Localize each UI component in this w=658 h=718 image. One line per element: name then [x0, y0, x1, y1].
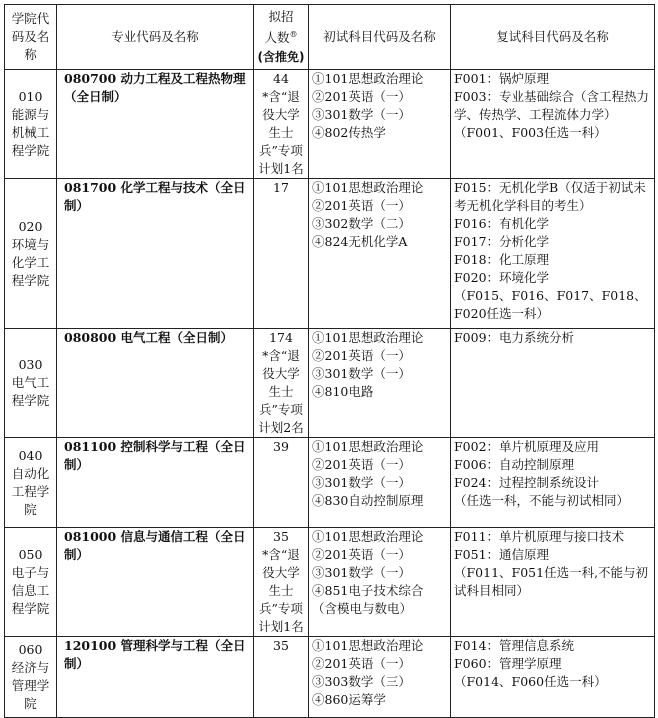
college-code: 040	[18, 447, 43, 463]
quota-number: 35	[273, 529, 289, 544]
header-quota	[254, 5, 309, 70]
retest-subject: （F011、F051任选一科,不能与初试科目相同）	[454, 565, 649, 598]
initial-subject: ②201英语（一）	[312, 457, 411, 472]
initial-subjects-cell	[309, 70, 451, 179]
major-code: 080800	[64, 330, 117, 345]
quota-number: 35	[273, 638, 289, 653]
initial-subjects-cell	[309, 179, 451, 329]
initial-subject: ①101思想政治理论	[312, 529, 424, 544]
college-name: 环境与化学工程学院	[11, 236, 50, 288]
initial-subjects-cell	[309, 528, 451, 637]
initial-subject: ③301数学（一）	[312, 107, 411, 122]
quota-cell	[254, 329, 309, 438]
table-row	[5, 438, 655, 528]
college-cell	[5, 70, 57, 179]
retest-subject: （任选一科，不能与初试相同）	[454, 493, 630, 508]
initial-subject: ④824无机化学A	[312, 234, 408, 249]
quota-number: 39	[273, 439, 289, 454]
quota-cell	[254, 637, 309, 718]
retest-subject: （F014、F060任选一科）	[454, 674, 607, 689]
retest-subject: F016：有机化学	[454, 216, 550, 231]
major-cell	[57, 438, 254, 528]
header-retest: 复试科目代码及名称	[451, 5, 655, 70]
initial-subject: ④802传热学	[312, 125, 386, 140]
college-cell	[5, 438, 57, 528]
initial-subject: ③303数学（三）	[312, 674, 411, 689]
retest-subject: F015：无机化学B（仅适于初试未考无机化学科目的考生）	[454, 180, 646, 213]
table-row	[5, 528, 655, 637]
major-code: 081000	[64, 529, 117, 544]
retest-subject: F060：管理学原理	[454, 656, 562, 671]
college-cell	[5, 637, 57, 718]
major-cell	[57, 70, 254, 179]
major-name: 化学工程与技术（全日制）	[64, 180, 246, 213]
college-name: 能源与机械工程学院	[11, 107, 50, 158]
major-name: 管理科学与工程（全日制）	[64, 638, 246, 671]
initial-subject: ②201英语（一）	[312, 656, 411, 671]
major-name: 电气工程（全日制）	[120, 330, 234, 345]
retest-subjects-cell	[451, 438, 655, 528]
initial-subject: ②201英语（一）	[312, 89, 411, 104]
initial-subject: ③301数学（一）	[312, 475, 411, 490]
major-cell	[57, 179, 254, 329]
retest-subject: F003：专业基础综合（含工程热力学、传热学、工程流体力学）	[454, 89, 650, 122]
header-quota-line2: 人数	[264, 30, 290, 46]
retest-subject: F009：电力系统分析	[454, 330, 575, 345]
header-college: 学院代码及名称	[5, 5, 57, 70]
table-row	[5, 179, 655, 329]
college-name: 自动化工程学院	[11, 465, 50, 517]
initial-subject: ④830自动控制原理	[312, 493, 424, 508]
initial-subjects-cell	[309, 637, 451, 718]
quota-cell	[254, 70, 309, 179]
major-cell	[57, 528, 254, 637]
initial-subject: ①101思想政治理论	[312, 71, 424, 86]
table-row	[5, 70, 655, 179]
header-quota-line2-wrap	[257, 26, 305, 47]
initial-subject: ②201英语（一）	[312, 348, 411, 363]
retest-subject: F020：环境化学	[454, 270, 550, 285]
retest-subjects-cell	[451, 179, 655, 329]
quota-cell	[254, 528, 309, 637]
initial-subject: ①101思想政治理论	[312, 439, 424, 454]
college-cell	[5, 329, 57, 438]
quota-number: 17	[273, 180, 289, 195]
retest-subjects-cell	[451, 70, 655, 179]
initial-subject: ④851电子技术综合（含模电与数电）	[312, 583, 424, 616]
initial-subject: ③301数学（一）	[312, 366, 411, 381]
retest-subject: F051：通信原理	[454, 547, 550, 562]
retest-subject: F006：自动控制原理	[454, 457, 575, 472]
initial-subject: ②201英语（一）	[312, 547, 411, 562]
retest-subject: F002：单片机原理及应用	[454, 439, 600, 454]
quota-note: *含“退役大学生士兵”专项计划2名	[258, 348, 304, 435]
quota-number: 44	[273, 71, 289, 86]
major-code: 081100	[64, 439, 117, 454]
table-row	[5, 637, 655, 718]
header-major: 专业代码及名称	[57, 5, 254, 70]
retest-subject: F001：锅炉原理	[454, 71, 550, 86]
initial-subject: ④860运筹学	[312, 692, 386, 707]
table-row	[5, 329, 655, 438]
retest-subject: （F015、F016、F017、F018、F020任选一科）	[454, 288, 647, 321]
initial-subject: ②201英语（一）	[312, 198, 411, 213]
college-cell	[5, 179, 57, 329]
retest-subjects-cell	[451, 329, 655, 438]
quota-cell	[254, 179, 309, 329]
admissions-table	[4, 4, 655, 718]
retest-subject: F014：管理信息系统	[454, 638, 575, 653]
table-header-row	[5, 5, 655, 70]
footnote-mark: ®	[289, 30, 298, 40]
major-code: 120100	[64, 638, 117, 653]
initial-subject: ①101思想政治理论	[312, 180, 424, 195]
initial-subject: ③301数学（一）	[312, 565, 411, 580]
major-name: 动力工程及工程热物理（全日制）	[64, 71, 246, 104]
major-code: 080700	[64, 71, 117, 86]
college-name: 经济与管理学院	[11, 660, 50, 711]
retest-subjects-cell	[451, 528, 655, 637]
retest-subject: F018：化工原理	[454, 252, 550, 267]
major-code: 081700	[64, 180, 117, 195]
initial-subject: ③302数学（二）	[312, 216, 411, 231]
initial-subjects-cell	[309, 438, 451, 528]
retest-subjects-cell	[451, 637, 655, 718]
college-name: 电子与信息工程学院	[11, 565, 50, 616]
initial-subjects-cell	[309, 329, 451, 438]
quota-cell	[254, 438, 309, 528]
retest-subject: F011：单片机原理与接口技术	[454, 529, 625, 544]
quota-number: 174	[269, 330, 293, 345]
initial-subject: ①101思想政治理论	[312, 330, 424, 345]
college-name: 电气工程学院	[11, 375, 50, 408]
major-cell	[57, 637, 254, 718]
header-quota-line1: 拟招	[268, 9, 294, 25]
college-code: 010	[18, 89, 43, 104]
header-initial: 初试科目代码及名称	[309, 5, 451, 70]
retest-subject: （F001、F003任选一科）	[454, 125, 607, 140]
major-cell	[57, 329, 254, 438]
retest-subject: F024：过程控制系统设计	[454, 475, 600, 490]
major-name: 信息与通信工程（全日制）	[64, 529, 246, 562]
header-quota-line3: (含推免)	[257, 49, 305, 64]
initial-subject: ④810电路	[312, 384, 374, 399]
initial-subject: ①101思想政治理论	[312, 638, 424, 653]
college-code: 050	[18, 547, 43, 562]
retest-subject: F017：分析化学	[454, 234, 550, 249]
college-code: 020	[18, 218, 43, 234]
quota-note: *含“退役大学生士兵”专项计划1名	[258, 89, 304, 176]
college-code: 060	[18, 642, 43, 657]
college-cell	[5, 528, 57, 637]
college-code: 030	[18, 357, 43, 372]
major-name: 控制科学与工程（全日制）	[64, 439, 246, 472]
quota-note: *含“退役大学生士兵”专项计划1名	[258, 547, 304, 634]
